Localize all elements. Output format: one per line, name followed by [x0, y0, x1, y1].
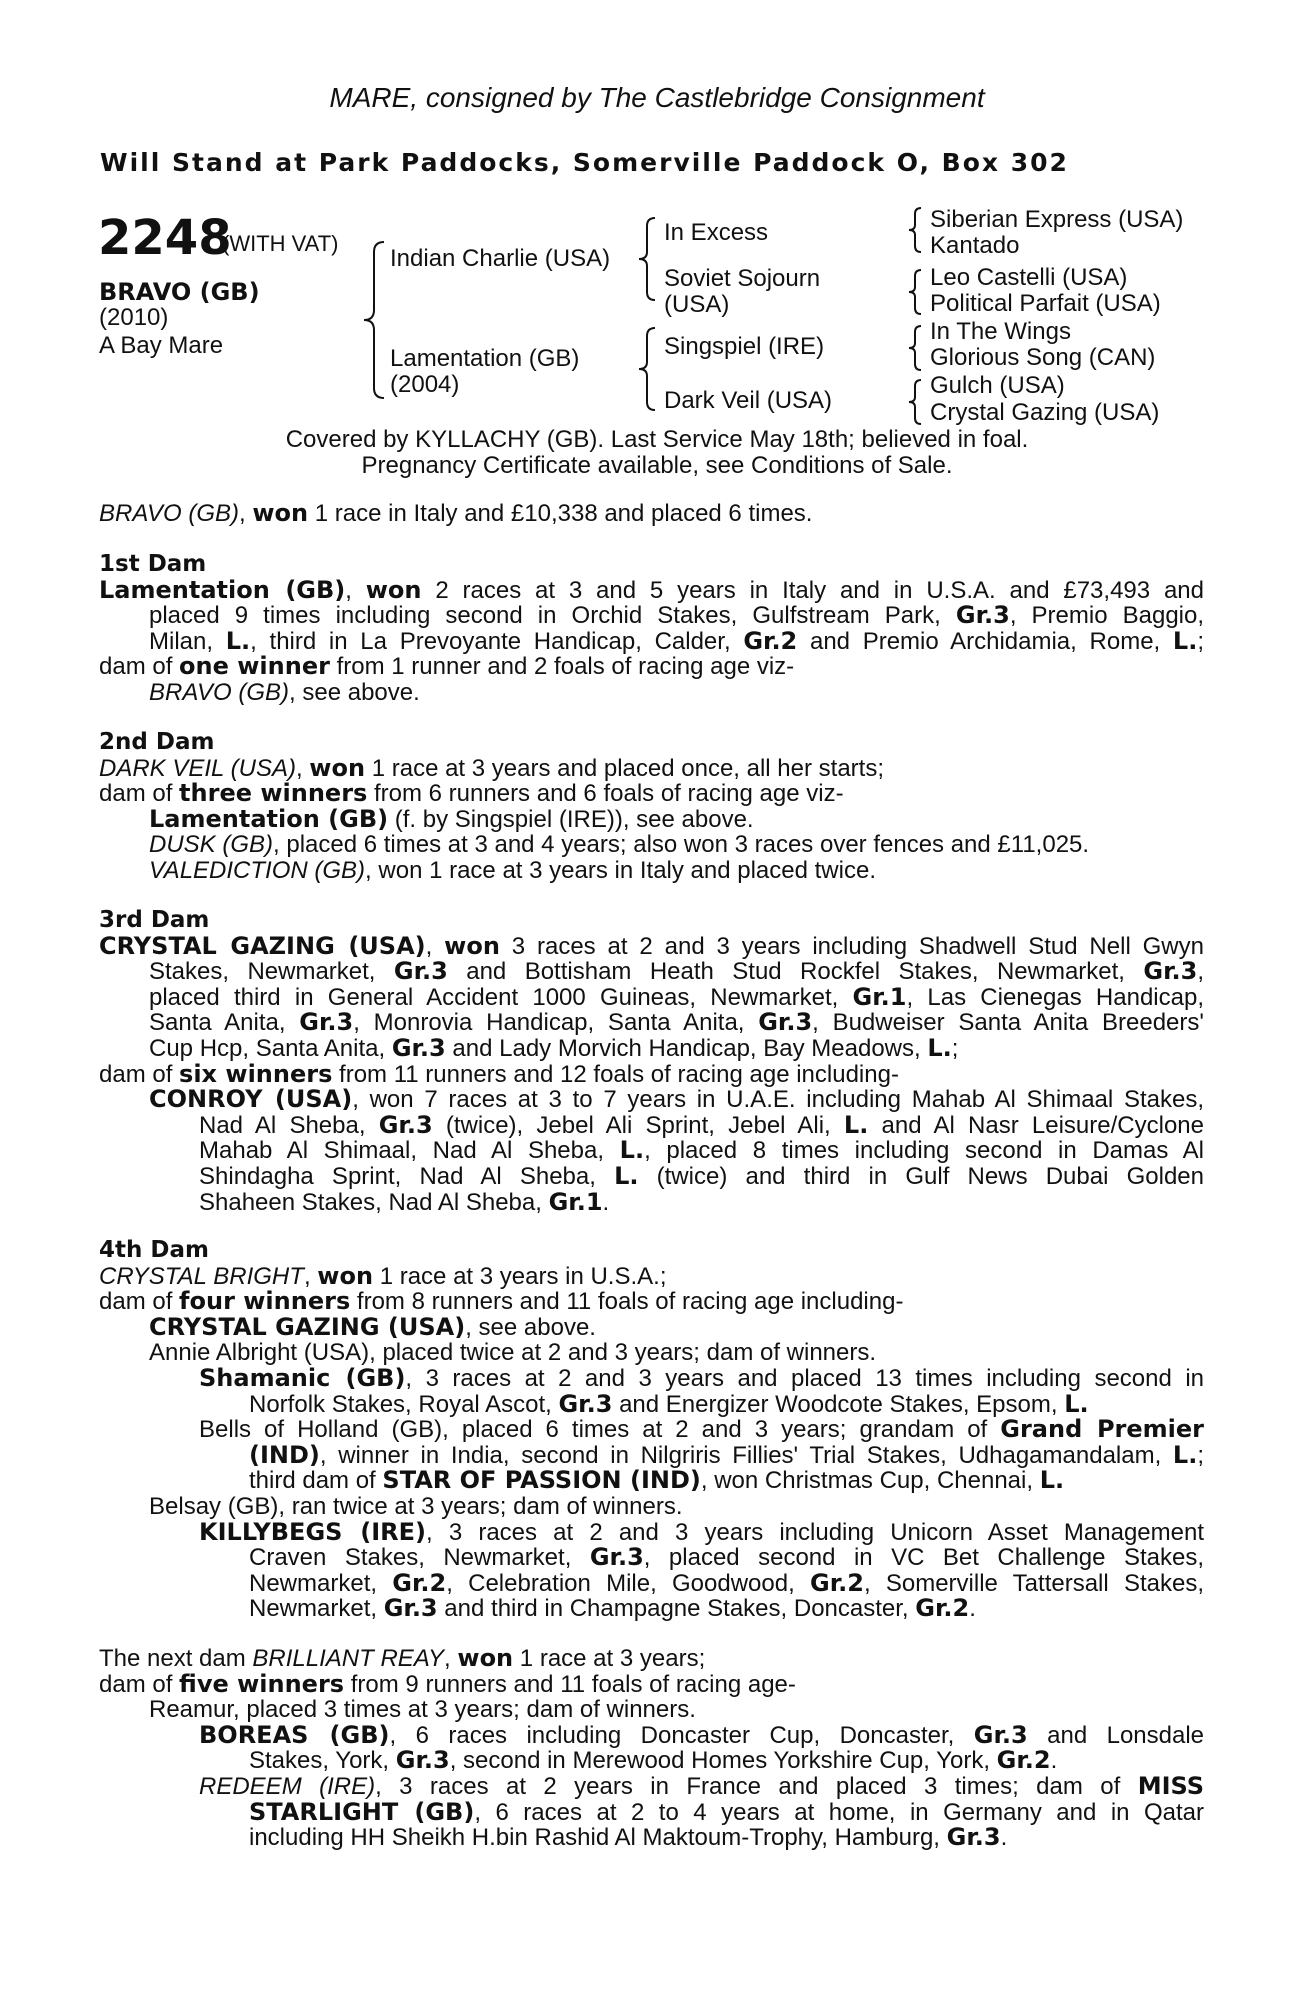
lot-number: 2248: [98, 210, 232, 266]
text: dam of: [99, 1670, 180, 1698]
text: .: [1000, 1824, 1008, 1852]
progeny-name: CRYSTAL GAZING (USA): [149, 1312, 466, 1341]
text: , 6 races at 2 to 4 years at home, in Germany and in Qatar: [474, 1798, 1204, 1826]
grade: Gr.3: [558, 1389, 613, 1418]
won-label: won: [444, 931, 500, 960]
progeny-name: KILLYBEGS (IRE): [199, 1517, 427, 1546]
text: (twice) and third in Gulf News Dubai Golden: [638, 1162, 1204, 1190]
pedigree-sire-dam: Soviet Sojourn: [664, 265, 821, 292]
text: Shaheen Stakes, Nad Al Sheba,: [199, 1188, 549, 1216]
text: , Somerville Tattersall Stakes,: [863, 1569, 1204, 1597]
intro-text: 1 race in Italy and £10,338 and placed 6 times.: [308, 500, 813, 527]
grade: Gr.2: [996, 1746, 1051, 1775]
section-heading: 1st Dam: [99, 551, 207, 577]
text: Stakes, Newmarket,: [149, 958, 394, 986]
progeny-name: DUSK (GB): [149, 831, 274, 859]
text: 3 races at 2 and 3 years including Shadwell Stud Nell Gwyn: [499, 932, 1204, 960]
text: Cup Hcp, Santa Anita,: [149, 1034, 392, 1062]
text: 1 race at 3 years in U.S.A.;: [373, 1262, 667, 1290]
pedigree-dam-sire: Singspiel (IRE): [664, 333, 825, 360]
text: (twice), Jebel Ali Sprint, Jebel Ali,: [432, 1111, 844, 1139]
winner-count: one winner: [179, 652, 330, 681]
pedigree-sss: Siberian Express (USA): [930, 206, 1184, 233]
text: from 8 runners and 11 foals of racing age including-: [350, 1288, 904, 1316]
dam-name: Lamentation (GB): [99, 575, 346, 604]
text: , placed 8 times including second in Damas Al: [644, 1137, 1205, 1165]
text: , 3 races at 2 and 3 years and placed 13 times including second in: [405, 1364, 1205, 1392]
grade: Gr.3: [378, 1110, 433, 1139]
pedigree-sdd: Political Parfait (USA): [930, 290, 1161, 317]
dam-name: CRYSTAL GAZING (USA): [99, 931, 426, 960]
text: , Budweiser Santa Anita Breeders': [812, 1009, 1204, 1037]
text: Newmarket,: [249, 1595, 384, 1623]
won-label: won: [457, 1644, 514, 1672]
pedigree-dam-year: (2004): [390, 371, 460, 398]
grade: Gr.3: [946, 1823, 1001, 1852]
text: ;: [1197, 1441, 1204, 1469]
text: , won 1 race at 3 years in Italy and placed twice.: [365, 856, 876, 884]
text: , Celebration Mile, Goodwood,: [446, 1569, 810, 1597]
text: , Las Cienegas Handicap,: [906, 983, 1204, 1011]
text: , 6 races including Doncaster Cup, Doncaster,: [389, 1721, 974, 1749]
text: from 6 runners and 6 foals of racing age viz-: [367, 780, 844, 808]
section-heading: 3rd Dam: [99, 907, 210, 933]
progeny-name: MISS: [1137, 1771, 1204, 1800]
won-label: won: [365, 575, 422, 604]
text: and Bottisham Heath Stud Rockfel Stakes, Newmarket,: [447, 958, 1144, 986]
text: 1 race at 3 years and placed once, all her starts;: [365, 754, 884, 782]
text: from 9 runners and 11 foals of racing age-: [344, 1670, 796, 1698]
text: Mahab Al Shimaal, Nad Al Sheba,: [199, 1137, 620, 1165]
text: (f. by Singspiel (IRE)), see above.: [388, 805, 754, 833]
pedigree-brace-dam: [635, 326, 659, 412]
text: Norfolk Stakes, Royal Ascot,: [249, 1390, 559, 1418]
winner-count: four winners: [179, 1287, 351, 1316]
text: , won Christmas Cup, Chennai,: [700, 1467, 1040, 1495]
text: and Lady Morvich Handicap, Bay Meadows,: [445, 1034, 928, 1062]
grade: Gr.3: [393, 957, 448, 986]
text: , 3 races at 2 and 3 years including Unicorn Asset Management: [426, 1518, 1204, 1546]
won-label: won: [309, 753, 366, 782]
text: placed 9 times including second in Orchid Stakes, Gulfstream Park,: [149, 602, 956, 630]
text: , Premio Baggio,: [1009, 602, 1205, 630]
pedigree-brace-ds: [905, 324, 925, 372]
text: including HH Sheikh H.bin Rashid Al Maktoum-Trophy, Hamburg,: [249, 1824, 947, 1852]
grade: L.: [1172, 626, 1198, 655]
grade: Gr.1: [548, 1187, 603, 1216]
text: , won 7 races at 3 to 7 years in U.A.E. including Mahab Al Shimaal Stakes,: [352, 1086, 1204, 1114]
progeny-name: REDEEM (IRE): [199, 1772, 376, 1800]
grade: Gr.3: [383, 1594, 438, 1623]
grade: Gr.3: [299, 1008, 354, 1037]
text: , see above.: [289, 678, 420, 706]
pedigree-dds: Gulch (USA): [930, 372, 1065, 399]
section-heading: 2nd Dam: [99, 729, 215, 755]
text: .: [969, 1595, 976, 1623]
covered-line: Covered by KYLLACHY (GB). Last Service May 18th; believed in foal.: [285, 426, 1029, 453]
grade: L.: [843, 1110, 869, 1139]
dam-name: BRILLIANT REAY: [252, 1645, 445, 1672]
text: , second in Merewood Homes Yorkshire Cup, York,: [449, 1747, 997, 1775]
dam-name: DARK VEIL (USA): [99, 754, 296, 782]
pregnancy-line: Pregnancy Certificate available, see Conditions of Sale.: [361, 452, 953, 479]
grade: L.: [927, 1033, 952, 1062]
grade: Gr.3: [395, 1746, 450, 1775]
text: , placed second in VC Bet Challenge Stakes,: [643, 1544, 1205, 1572]
stand-location: Will Stand at Park Paddocks, Somerville Paddock O, Box 302: [100, 148, 1069, 177]
text: dam of: [99, 653, 180, 681]
text: dam of: [99, 1060, 180, 1088]
text: , third in La Prevoyante Handicap, Calder,: [250, 627, 744, 655]
horse-description: A Bay Mare: [99, 332, 224, 359]
text: Belsay (GB), ran twice at 3 years; dam of winners.: [149, 1492, 683, 1520]
page-title: MARE, consigned by The Castlebridge Consignment: [329, 82, 985, 113]
text: Stakes, York,: [249, 1747, 396, 1775]
text: Santa Anita,: [149, 1009, 300, 1037]
winner-count: three winners: [179, 779, 368, 808]
text: dam of: [99, 780, 180, 808]
lot-vat: (WITH VAT): [222, 231, 339, 256]
text: third dam of: [249, 1467, 383, 1495]
grade: Gr.2: [915, 1594, 970, 1623]
winner-count: six winners: [179, 1059, 333, 1088]
grade: L.: [1039, 1466, 1065, 1495]
text: Bells of Holland (GB), placed 6 times at 2 and 3 years; grandam of: [199, 1416, 1001, 1444]
winner-count: five winners: [179, 1669, 345, 1698]
grade: L.: [619, 1136, 645, 1165]
pedigree-ssd: Kantado: [930, 232, 1020, 259]
pedigree-brace-sd: [905, 268, 925, 316]
text: Shindagha Sprint, Nad Al Sheba,: [199, 1162, 615, 1190]
horse-year: (2010): [99, 304, 169, 331]
pedigree-brace-main: [360, 240, 390, 400]
pedigree-dam: Lamentation (GB): [390, 345, 580, 372]
text: Reamur, placed 3 times at 3 years; dam of winners.: [149, 1696, 696, 1724]
fourth-dam-section: 4th Dam CRYSTAL BRIGHT, won 1 race at 3 years in U.S.A.; dam of four winners from 8 runners and 11 foals of racing age including- CRYSTAL GAZING (USA), see above. Annie Albright (USA), placed twice at 2 and 3 years; dam of winners. Shamanic (GB), 3 races at 2 and 3 years and placed 13 times including second in Norfolk Stakes, Royal Ascot, Gr.3 and Energizer Woodcote Stakes, Epsom, L. Bells of Holland (GB), placed 6 times at 2 and 3 years; grandam of Grand Premier (IND), winner in India, second in Nilgriris Fillies' Trial Stakes, Udhagamandalam, L.; third dam of STAR OF PASSION (IND), won Christmas Cup, Chennai, L. Belsay (GB), ran twice at 3 years; dam of winners. KILLYBEGS (IRE), 3 races at 2 and 3 years including Unicorn Asset Management Craven Stakes, Newmarket, Gr.3, placed second in VC Bet Challenge Stakes, Newmarket, Gr.2, Celebration Mile, Goodwood, Gr.2, Somerville Tattersall Stakes, Newmarket, Gr.3 and third in Champagne Stakes, Doncaster, Gr.2.: [99, 1237, 1205, 1623]
intro-paragraph: BRAVO (GB), won 1 race in Italy and £10,338 and placed 6 times.: [99, 499, 813, 527]
pedigree-brace-dd: [905, 378, 925, 426]
text: The next dam: [99, 1645, 253, 1672]
grade: L.: [1064, 1389, 1089, 1418]
grade: Gr.2: [392, 1568, 447, 1597]
text: , see above.: [465, 1313, 596, 1341]
horse-name: BRAVO (GB): [99, 278, 260, 306]
text: and Al Nasr Leisure/Cyclone: [868, 1111, 1204, 1139]
progeny-name: (IND): [249, 1440, 320, 1469]
progeny-name: Grand Premier: [1000, 1415, 1205, 1444]
grade: Gr.3: [955, 601, 1010, 630]
text: Annie Albright (USA), placed twice at 2 and 3 years; dam of winners.: [149, 1339, 877, 1367]
progeny-name: VALEDICTION (GB): [149, 856, 366, 884]
text: .: [602, 1188, 610, 1216]
text: 2 races at 3 and 5 years in Italy and in U.S.A. and £73,493 and: [421, 576, 1204, 604]
pedigree-ddd: Crystal Gazing (USA): [930, 399, 1160, 426]
text: dam of: [99, 1288, 180, 1316]
grade: Gr.3: [758, 1008, 813, 1037]
dam-name: CRYSTAL BRIGHT: [99, 1262, 304, 1290]
grade: L.: [225, 626, 251, 655]
progeny-name: CONROY (USA): [149, 1085, 353, 1114]
pedigree-dsd: Glorious Song (CAN): [930, 344, 1156, 371]
next-dam-section: The next dam BRILLIANT REAY, won 1 race at 3 years; dam of five winners from 9 runners and 11 foals of racing age- Reamur, placed 3 times at 3 years; dam of winners. BOREAS (GB), 6 races including Doncaster Cup, Doncaster, Gr.3 and Lonsdale Stakes, York, Gr.3, second in Merewood Homes Yorkshire Cup, York, Gr.2. REDEEM (IRE), 3 races at 2 years in France and placed 3 times; dam of MISS STARLIGHT (GB), 6 races at 2 to 4 years at home, in Germany and in Qatar including HH Sheikh H.bin Rashid Al Maktoum-Trophy, Hamburg, Gr.3.: [99, 1644, 1205, 1852]
third-dam-section: 3rd Dam CRYSTAL GAZING (USA), won 3 races at 2 and 3 years including Shadwell Stud Nell Gwyn Stakes, Newmarket, Gr.3 and Bottisham Heath Stud Rockfel Stakes, Newmarket, Gr.3, placed third in General Accident 1000 Guineas, Newmarket, Gr.1, Las Cienegas Handicap, Santa Anita, Gr.3, Monrovia Handicap, Santa Anita, Gr.3, Budweiser Santa Anita Breeders' Cup Hcp, Santa Anita, Gr.3 and Lady Morvich Handicap, Bay Meadows, L.; dam of six winners from 11 runners and 12 foals of racing age including- CONROY (USA), won 7 races at 3 to 7 years in U.A.E. including Mahab Al Shimaal Stakes, Nad Al Sheba, Gr.3 (twice), Jebel Ali Sprint, Jebel Ali, L. and Al Nasr Leisure/Cyclone Mahab Al Shimaal, Nad Al Sheba, L., placed 8 times including second in Damas Al Shindagha Sprint, Nad Al Sheba, L. (twice) and third in Gulf News Dubai Golden Shaheen Stakes, Nad Al Sheba, Gr.1.: [99, 907, 1205, 1216]
grade: Gr.2: [743, 626, 798, 655]
second-dam-section: 2nd Dam DARK VEIL (USA), won 1 race at 3 years and placed once, all her starts; dam of three winners from 6 runners and 6 foals of racing age viz- Lamentation (GB) (f. by Singspiel (IRE)), see above. DUSK (GB), placed 6 times at 3 and 4 years; also won 3 races over fences and £11,025. VALEDICTION (GB), won 1 race at 3 years in Italy and placed twice.: [99, 730, 1204, 884]
grade: L.: [614, 1161, 639, 1190]
text: Milan,: [149, 627, 226, 655]
intro-horse: BRAVO (GB): [99, 500, 240, 527]
text: from 11 runners and 12 foals of racing age including-: [332, 1060, 899, 1088]
grade: Gr.2: [810, 1568, 864, 1597]
text: ;: [951, 1034, 959, 1062]
progeny-name: BRAVO (GB): [149, 678, 290, 706]
text: , 3 races at 2 years in France and placed 3 times; dam of: [375, 1772, 1138, 1800]
text: and third in Champagne Stakes, Doncaster,: [437, 1595, 916, 1623]
grade: L.: [1172, 1440, 1198, 1469]
text: and Premio Archidamia, Rome,: [797, 627, 1173, 655]
pedigree-sds: Leo Castelli (USA): [930, 264, 1128, 291]
text: Craven Stakes, Newmarket,: [249, 1544, 590, 1572]
text: ,: [1197, 958, 1204, 986]
text: and Lonsdale: [1027, 1721, 1205, 1749]
text: and Energizer Woodcote Stakes, Epsom,: [612, 1390, 1065, 1418]
pedigree-dss: In The Wings: [930, 318, 1071, 345]
text: ;: [1197, 627, 1205, 655]
text: placed third in General Accident 1000 Guineas, Newmarket,: [149, 983, 853, 1011]
won-label: won: [317, 1261, 374, 1290]
pedigree-sire-sire: In Excess: [664, 219, 769, 246]
text: , Monrovia Handicap, Santa Anita,: [353, 1009, 759, 1037]
text: Newmarket,: [249, 1569, 393, 1597]
text: 1 race at 3 years;: [513, 1645, 706, 1672]
progeny-name: BOREAS (GB): [199, 1720, 390, 1749]
text: .: [1050, 1747, 1058, 1775]
won-label: won: [252, 499, 309, 527]
first-dam-section: 1st Dam Lamentation (GB), won 2 races at 3 and 5 years in Italy and in U.S.A. and £73,493 and placed 9 times including second in Orchid Stakes, Gulfstream Park, Gr.3, Premio Baggio, Milan, L., third in La Prevoyante Handicap, Calder, Gr.2 and Premio Archidamia, Rome, L.; dam of one winner from 1 runner and 2 foals of racing age viz- BRAVO (GB), see above.: [99, 551, 1205, 706]
section-heading: 4th Dam: [99, 1237, 209, 1263]
progeny-name: Lamentation (GB): [149, 804, 389, 833]
pedigree-brace-sire: [635, 216, 659, 302]
progeny-name: STAR OF PASSION (IND): [382, 1466, 701, 1495]
text: , placed 6 times at 3 and 4 years; also won 3 races over fences and £11,025.: [273, 831, 1090, 859]
grade: Gr.3: [589, 1543, 644, 1572]
text: from 1 runner and 2 foals of racing age viz-: [329, 653, 795, 681]
grade: Gr.3: [1143, 957, 1198, 986]
progeny-name: Shamanic (GB): [199, 1363, 406, 1392]
text: , winner in India, second in Nilgriris Fillies' Trial Stakes, Udhagamandalam,: [319, 1441, 1173, 1469]
grade: Gr.1: [852, 982, 907, 1011]
pedigree-brace-ss: [905, 206, 925, 254]
grade: Gr.3: [391, 1033, 446, 1062]
pedigree-sire: Indian Charlie (USA): [390, 245, 611, 272]
progeny-name: STARLIGHT (GB): [249, 1797, 475, 1826]
pedigree-sire-dam-country: (USA): [664, 291, 730, 318]
grade: Gr.3: [973, 1720, 1028, 1749]
text: Nad Al Sheba,: [199, 1111, 379, 1139]
pedigree-dam-dam: Dark Veil (USA): [664, 387, 833, 414]
